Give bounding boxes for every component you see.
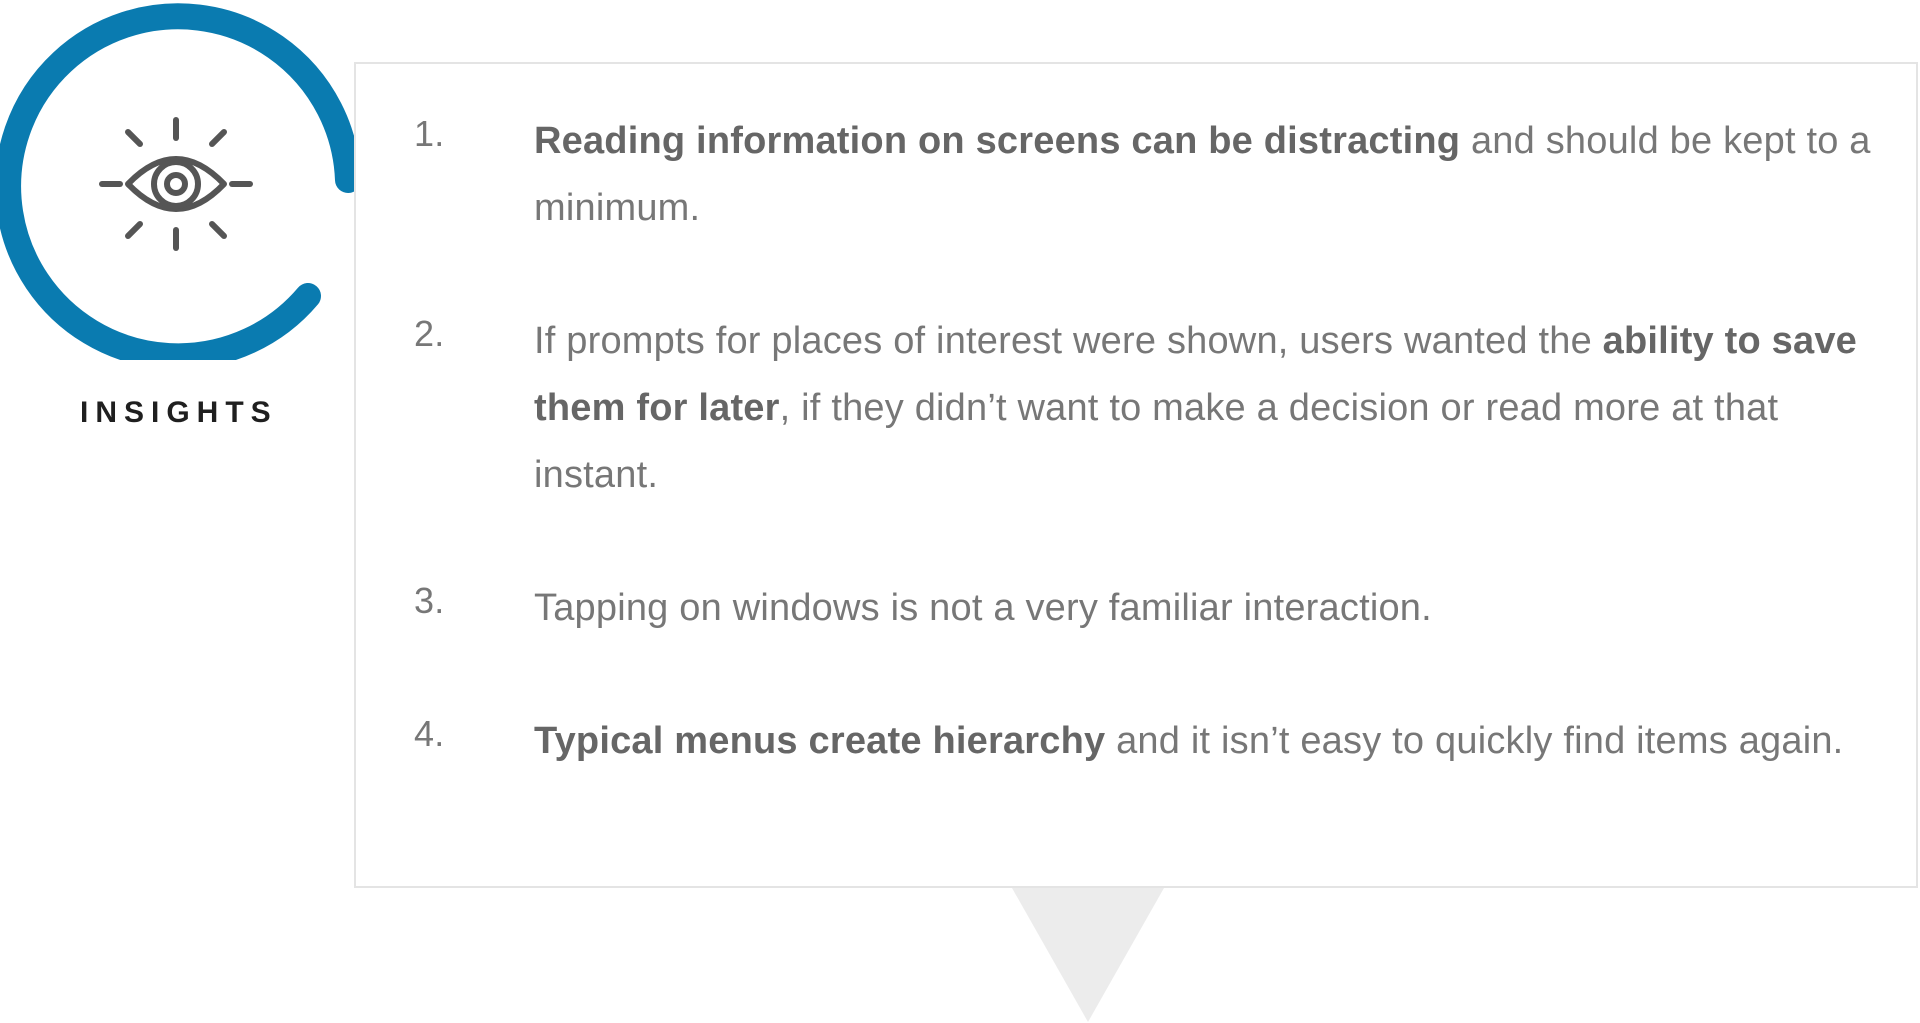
insight-highlight: Typical menus create hierarchy [534,720,1106,762]
insight-item-2 [414,308,1874,509]
insight-text: and it isn’t easy to quickly find items again. [1105,720,1844,762]
insight-text: , if they didn’t want to make a decision or read more at that instant. [534,387,1779,496]
insight-text: and should be kept to a minimum. [534,120,1871,229]
insight-item-1 [414,108,1874,242]
insights-heading: INSIGHTS [80,396,278,429]
insights-card [354,62,1918,888]
insight-number: 2. [414,313,445,354]
insight-item-3 [414,575,1874,642]
insight-highlight: ability to save them for later [534,320,1857,429]
insight-number: 4. [414,713,445,754]
insight-highlight: Reading information on screens can be distracting [534,120,1461,162]
insights-list [414,108,1874,775]
insights-badge [0,0,360,360]
callout-pointer [1012,888,1164,1022]
insight-number: 3. [414,580,445,621]
insight-text: Tapping on windows is not a very familiar interaction. [534,587,1432,629]
insight-text: If prompts for places of interest were shown, users wanted the [534,320,1603,362]
eye-icon [0,0,360,360]
insight-number: 1. [414,113,445,154]
insight-item-4 [414,708,1874,775]
